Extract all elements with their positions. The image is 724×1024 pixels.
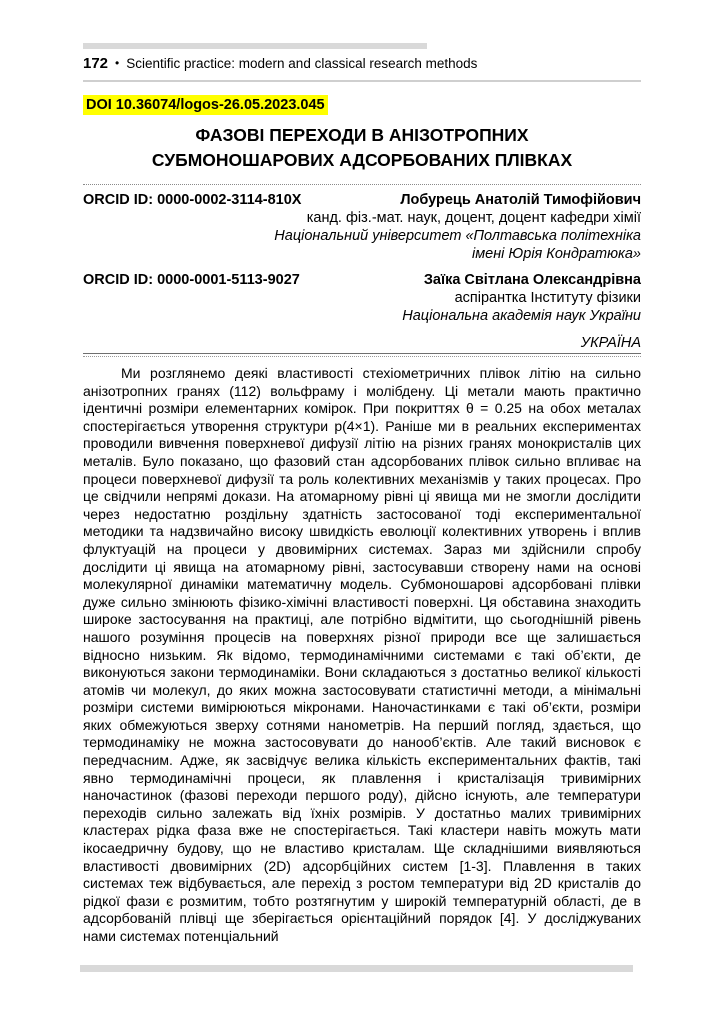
author-affiliation-line: Національна академія наук України [402,308,641,324]
doi-badge: DOI 10.36074/logos-26.05.2023.045 [83,95,328,115]
country-label: УКРАЇНА [580,335,641,351]
bottom-decorative-bar [80,965,633,972]
article-title-line1: ФАЗОВІ ПЕРЕХОДИ В АНІЗОТРОПНИХ [195,125,529,145]
page-content [83,0,641,946]
author-role: канд. фіз.-мат. наук, доцент, доцент кафедри хімії [306,210,641,226]
author-row [83,271,641,289]
author-name: Заїка Світлана Олександрівна [423,272,641,288]
author-affiliation-line: імені Юрія Кондратюка» [471,246,641,262]
article-body-paragraph: Ми розглянемо деякі властивості стехіометричних плівок літію на сильно анізотропних гранях (112) вольфраму і молібдену. Ці метали мають практично ідентичні розміри елементарних комірок. При покриттях θ = 0.25 на обох металах спостерігається утворення структури p(4×1). Раніше ми в реальних експериментах проводили вивчення поверхневої дифузії літію на різних гранях монокристалів цих металів. Було показано, що фазовий стан адсорбованих плівок сильно впливає на процеси поверхневої дифузії та роль колективних механізмів у таких процесах. Про це свідчили непрямі докази. На атомарному рівні ці явища ми не змогли дослідити через недостатню роздільну здатність застосованої тоді експериментальної методики та надзвичайно високу швидкість еволюції колективних утворень і вплив флуктуацій на процеси у двовимірних системах. Зараз ми здійснили спробу дослідити ці явища на атомарному рівні, застосувавши створену нами на основі молекулярної динаміки математичну модель. Субмоношарові адсорбовані плівки дуже сильно змінюють фізико-хімічні властивості поверхні. Ця обставина знаходить широке застосування на практиці, але потрібно відмітити, що сьогоднішній рівень нашого розуміння процесів на поверхнях різної природи все ще залишається відносно низьким. Як відомо, термодинамічними системами є такі об’єкти, де виконуються закони термодинаміки. Вони складаються з достатньо великої кількості атомів чи молекул, до яких можна застосовувати статистичні методи, а мінімальні розміри системи вимірюються мікронами. Наночастинками є такі об’єкти, розміри яких обмежуються зверху сотнями нанометрів. На перший погляд, здається, що термодинаміку не можна застосовувати до нанооб’єктів. Але такий висновок є передчасним. Адже, як засвідчує велика кількість експериментальних фактів, такі явно термодинамічні процеси, як плавлення і кристалізація тривимірних наночастинок (фазові переходи першого роду), дійсно існують, але температури переходів сильно залежать від їхніх розмірів. У достатньо малих тривимірних кластерах рідка фаза вже не спостерігається. Такі кластери навіть можуть мати ікосаедричну будову, що не властиво кристалам. Ще складнішими виявляються властивості двовимірних (2D) адсорбційних систем [1-3]. Плавлення в таких системах теж відбувається, але перехід з ростом температури від 2D кристалів до рідкої фази є розмитим, тобто розтягнутим у широкій температурній області, де в адсорбованій плівці ще зберігається орієнтаційний порядок [4]. У досліджуваних нами системах потенціальний [83,365,641,944]
author-role: аспірантка Інституту фізики [454,290,641,306]
author-name: Лобурець Анатолій Тимофійович [400,192,641,208]
author-affiliation-line: Національний університет «Полтавська політехніка [274,228,641,244]
doi-row [83,95,641,115]
author-block [83,271,641,325]
country-divider [83,353,641,357]
orcid-id: ORCID ID: 0000-0001-5113-9027 [83,272,300,288]
orcid-id: ORCID ID: 0000-0002-3114-810X [83,192,302,208]
book-title: Scientific practice: modern and classical research methods [126,56,478,71]
title-authors-divider [83,184,641,185]
bullet-separator-icon: • [115,56,120,70]
author-row [83,191,641,209]
article-title-line2: СУБМОНОШАРОВИХ АДСОРБОВАНИХ ПЛІВКАХ [151,150,573,170]
header-rule [83,80,641,82]
author-block [83,191,641,263]
page-number: 172 [83,55,109,72]
running-header [83,55,641,73]
article-title [83,123,641,173]
